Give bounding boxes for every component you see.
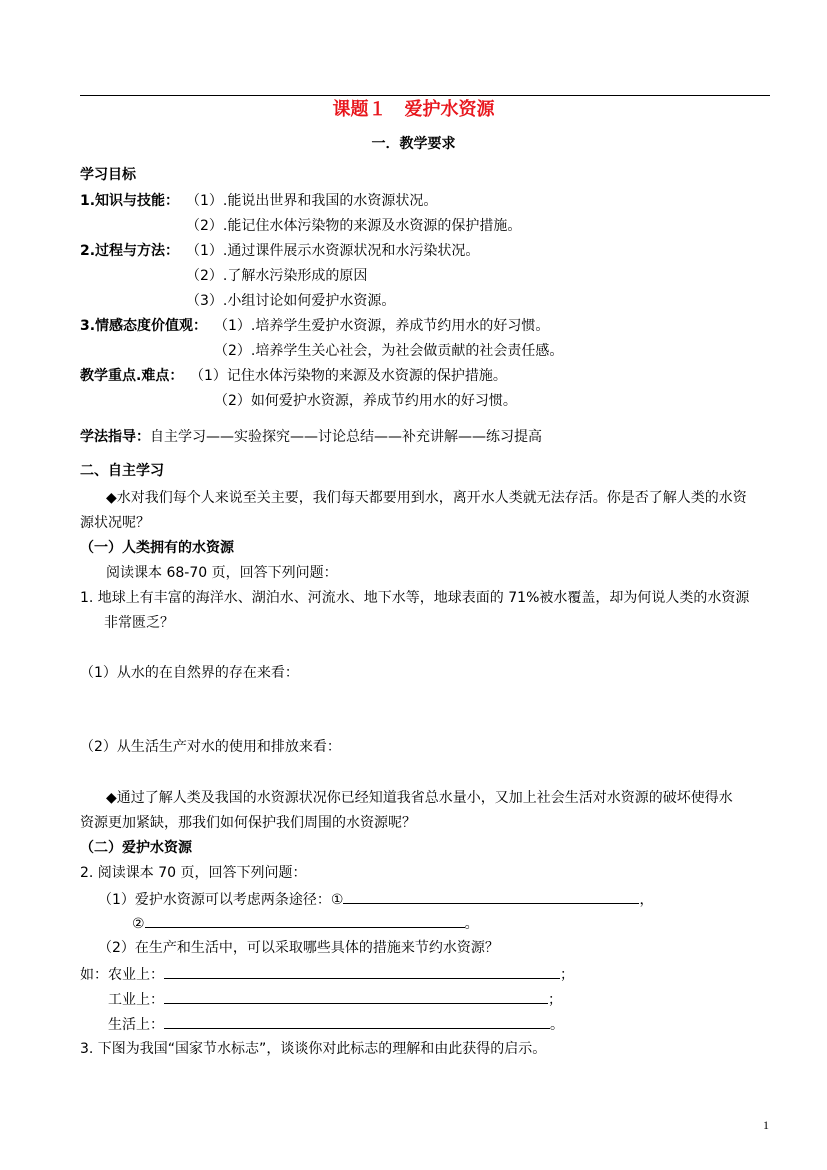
section-self-study: 二、自主学习 — [80, 463, 164, 479]
part2-heading: （二）爱护水资源 — [80, 840, 192, 856]
semicolon: ； — [548, 992, 562, 1008]
intro-line-2: 源状况呢？ — [80, 515, 150, 531]
answer-blank-life[interactable] — [164, 1014, 550, 1029]
page-number: 1 — [763, 1118, 769, 1132]
method-label: 学法指导： — [80, 429, 150, 445]
method-line — [80, 428, 542, 446]
header-rule — [80, 95, 770, 96]
process-item-3: （3）.小组讨论如何爱护水资源。 — [186, 293, 396, 309]
knowledge-label: 1.知识与技能： — [80, 193, 180, 209]
period: 。 — [550, 1017, 564, 1033]
question-2-sub-1-second — [132, 913, 479, 933]
agriculture-label: 如：农业上： — [80, 967, 164, 983]
method-text: 自主学习——实验探究——讨论总结——补充讲解——练习提高 — [150, 429, 542, 445]
question-1-line-1: 1. 地球上有丰富的海洋水、湖泊水、河流水、地下水等，地球表面的 71%被水覆盖，却为何说人类的水资源 — [80, 590, 750, 606]
circle-2-marker: ② — [132, 916, 145, 932]
question-2-read: 2. 阅读课本 70 页，回答下列问题： — [80, 865, 307, 881]
question-2-sub-1 — [98, 889, 653, 909]
industry-label: 工业上： — [108, 992, 164, 1008]
intro-line-1: ◆水对我们每个人来说至关主要，我们每天都要用到水，离开水人类就无法存活。你是否了解人类的水资 — [106, 490, 747, 506]
semicolon: ； — [560, 967, 574, 983]
objectives-heading: 学习目标 — [80, 167, 136, 183]
example-life — [108, 1014, 564, 1034]
question-1-sub-2: （2）从生活生产对水的使用和排放来看： — [80, 739, 341, 755]
example-industry — [108, 989, 562, 1009]
question-3: 3. 下图为我国“国家节水标志”，谈谈你对此标志的理解和由此获得的启示。 — [80, 1041, 547, 1057]
question-2-sub-1-text: （1）爱护水资源可以考虑两条途径：① — [98, 892, 344, 908]
part1-read: 阅读课本 68-70 页，回答下列问题： — [106, 565, 338, 581]
question-1-line-2: 非常匮乏？ — [104, 615, 174, 631]
question-1-sub-1: （1）从水的在自然界的存在来看： — [80, 665, 299, 681]
knowledge-item-1: （1）.能说出世界和我国的水资源状况。 — [186, 193, 438, 209]
part1-heading: （一）人类拥有的水资源 — [80, 540, 234, 556]
process-item-2: （2）.了解水污染形成的原因 — [186, 268, 368, 284]
transition-line-1: ◆通过了解人类及我国的水资源状况你已经知道我省总水量小，又加上社会生活对水资源的破坏使得水 — [106, 790, 733, 806]
process-item-1: （1）.通过课件展示水资源状况和水污染状况。 — [186, 243, 480, 259]
section-teaching-requirements: 一．教学要求 — [371, 136, 456, 152]
period: 。 — [464, 916, 479, 932]
answer-blank-industry[interactable] — [164, 989, 548, 1004]
emotion-item-2: （2）.培养学生关心社会，为社会做贡献的社会责任感。 — [214, 343, 564, 359]
life-label: 生活上： — [108, 1017, 164, 1033]
keypoints-item-2: （2）如何爱护水资源，养成节约用水的好习惯。 — [214, 393, 517, 409]
keypoints-item-1: （1）记住水体污染物的来源及水资源的保护措施。 — [190, 368, 507, 384]
comma: ， — [639, 892, 654, 908]
example-agriculture — [80, 964, 574, 984]
answer-blank-way-2[interactable] — [145, 913, 465, 928]
emotion-item-1: （1）.培养学生爱护水资源，养成节约用水的好习惯。 — [214, 318, 550, 334]
knowledge-item-2: （2）.能记住水体污染物的来源及水资源的保护措施。 — [186, 218, 522, 234]
emotion-label: 3.情感态度价值观： — [80, 318, 208, 334]
answer-blank-agriculture[interactable] — [164, 964, 560, 979]
question-2-sub-2: （2）在生产和生活中，可以采取哪些具体的措施来节约水资源？ — [98, 940, 499, 956]
answer-blank-way-1[interactable] — [343, 889, 639, 904]
transition-line-2: 资源更加紧缺，那我们如何保护我们周围的水资源呢？ — [80, 815, 416, 831]
lesson-title: 课题１ 爱护水资源 — [332, 99, 495, 120]
process-label: 2.过程与方法： — [80, 243, 180, 259]
keypoints-label: 教学重点.难点： — [80, 368, 184, 384]
